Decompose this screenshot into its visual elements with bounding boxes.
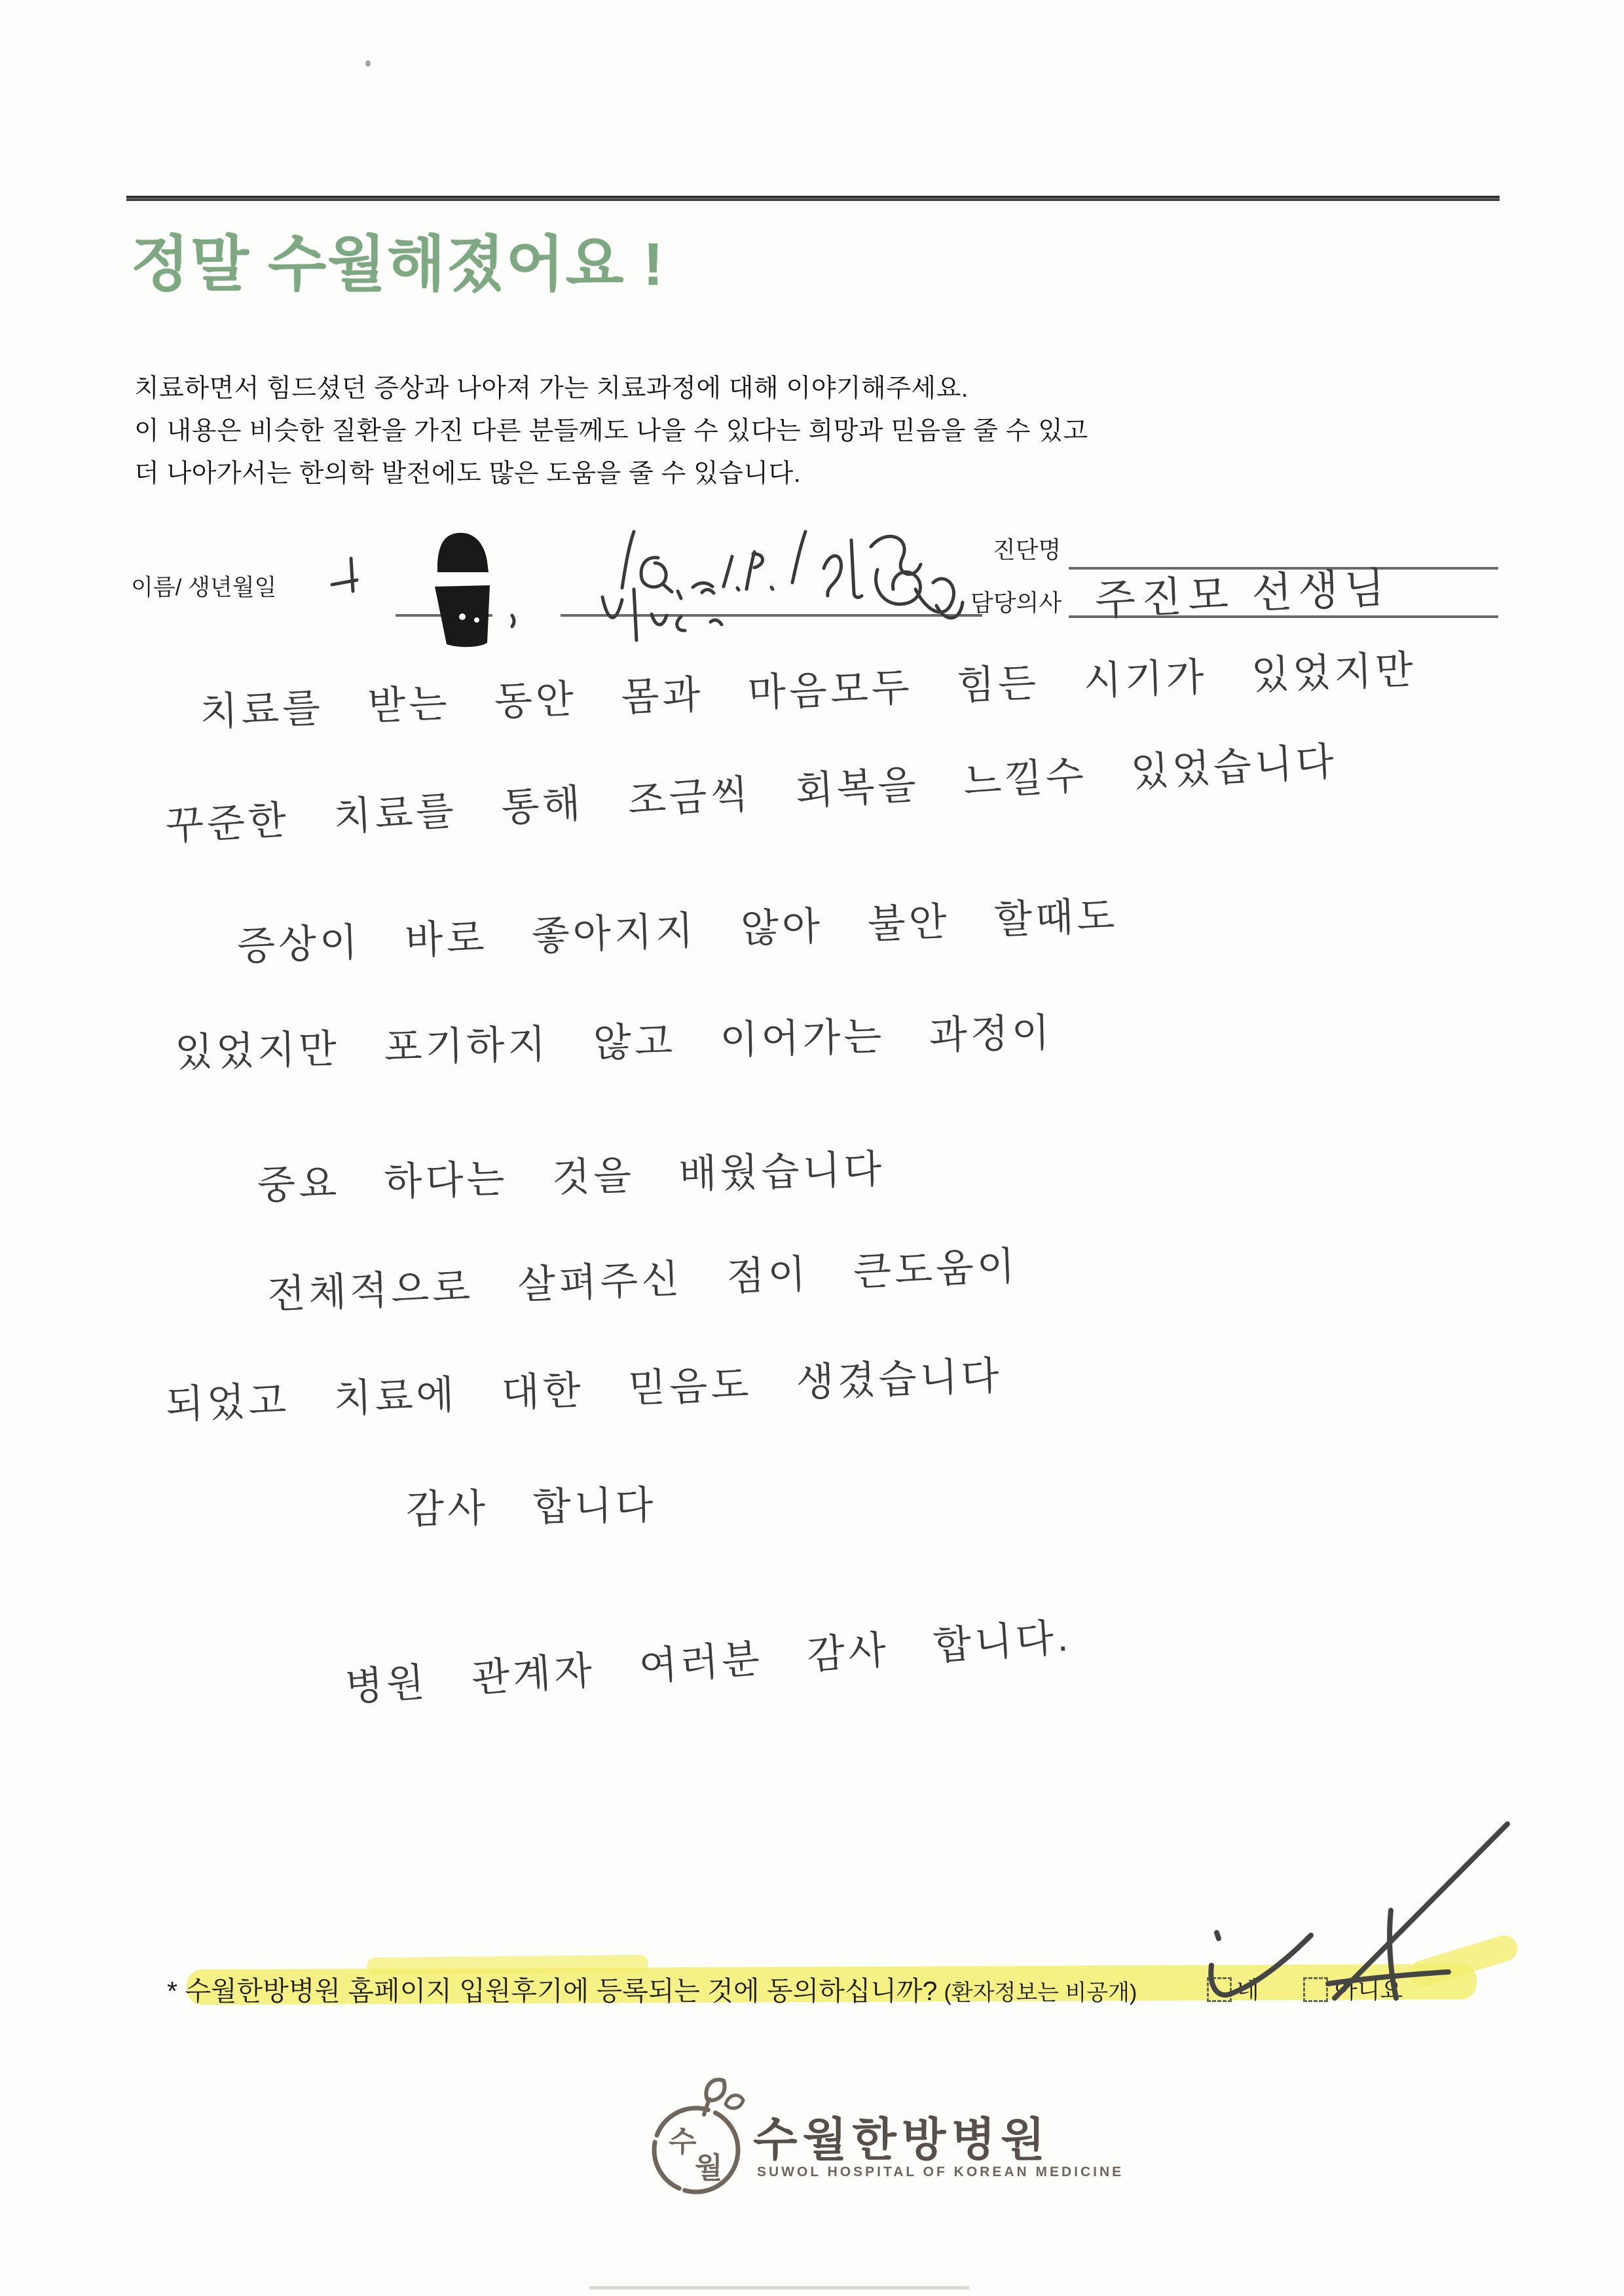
testimonial-line: 감사 합니다 bbox=[405, 1483, 657, 1531]
privacy-redaction-mark-top bbox=[437, 533, 489, 572]
consent-yes-label: 네 bbox=[1236, 1977, 1259, 2003]
consent-question-row bbox=[167, 1969, 1137, 2008]
logo-leaf-icon bbox=[726, 2095, 743, 2108]
consent-no-label: 아니요 bbox=[1335, 1977, 1403, 2003]
redaction-pinhole bbox=[474, 617, 479, 623]
logo-monogram-top: 수 bbox=[669, 2126, 697, 2158]
no-strikethrough bbox=[1328, 1972, 1449, 1984]
logo-monogram-bottom: 월 bbox=[695, 2152, 723, 2184]
handwritten-date-scribble bbox=[622, 532, 963, 618]
pen-dot bbox=[1217, 1933, 1219, 1939]
yes-checkmark bbox=[1211, 1935, 1311, 1995]
testimonial-line: 전체적으로 살펴주신 점이 큰도움이 bbox=[266, 1243, 1020, 1317]
hospital-name-korean: 수월한방병원 bbox=[753, 2114, 1050, 2165]
handwritten-tick-mark bbox=[332, 558, 357, 591]
doctor-label: 담당의사 bbox=[970, 589, 1062, 616]
intro-text-line: 이 내용은 비슷한 질환을 가진 다른 분들께도 나을 수 있다는 희망과 믿음을 줄 수 있고 bbox=[134, 417, 1088, 445]
testimonial-line: 꾸준한 치료를 통해 조금씩 회복을 느낄수 있었습니다 bbox=[164, 739, 1338, 848]
testimonial-line: 되었고 치료에 대한 믿음도 생겼습니다 bbox=[164, 1353, 1003, 1427]
intro-text-line: 더 나아가서는 한의학 발전에도 많은 도움을 줄 수 있습니다. bbox=[134, 460, 802, 488]
testimonial-line: 병원 관계자 여러분 감사 합니다. bbox=[343, 1614, 1073, 1709]
consent-question: * 수월한방병원 홈페이지 입원후기에 등록되는 것에 동의하십니까? bbox=[167, 1976, 938, 2006]
name-dob-handwriting-scribble bbox=[314, 517, 1113, 655]
testimonial-line: 증상이 바로 좋아지지 않아 불안 할때도 bbox=[236, 894, 1119, 968]
handwritten-initials-scribble bbox=[602, 589, 722, 640]
hospital-logo-emblem-icon bbox=[638, 2074, 756, 2205]
testimonial-line: 중요 하다는 것을 배웠습니다 bbox=[257, 1146, 886, 1207]
scan-edge-artifact bbox=[589, 2286, 969, 2289]
hospital-name-english: SUWOL HOSPITAL OF KOREAN MEDICINE bbox=[757, 2164, 1124, 2179]
scan-artifact-dot bbox=[365, 60, 371, 67]
doctor-name-handwriting: 주진모 선생님 bbox=[1094, 564, 1392, 624]
handwritten-comma bbox=[512, 615, 514, 627]
logo-stem bbox=[704, 2099, 709, 2115]
title-divider bbox=[126, 196, 1500, 201]
testimonial-line: 치료를 받는 동안 몸과 마음모두 힘든 시기가 있었지만 bbox=[198, 647, 1418, 734]
no-vertical-stroke bbox=[1390, 1910, 1396, 1998]
consent-privacy-note: (환자정보는 비공개) bbox=[944, 1980, 1137, 2005]
consent-pen-marks bbox=[1172, 1813, 1526, 2010]
intro-text-line: 치료하면서 힘드셨던 증상과 나아져 가는 치료과정에 대해 이야기해주세요. bbox=[134, 374, 969, 403]
diagnosis-label: 진단명 bbox=[993, 536, 1061, 563]
testimonial-line: 있었지만 포기하지 않고 이어가는 과정이 bbox=[174, 1010, 1054, 1074]
redaction-pinhole bbox=[459, 613, 466, 620]
name-dob-label: 이름/ 생년월일 bbox=[131, 575, 277, 600]
page-title: 정말 수월해졌어요 ! bbox=[131, 231, 665, 298]
